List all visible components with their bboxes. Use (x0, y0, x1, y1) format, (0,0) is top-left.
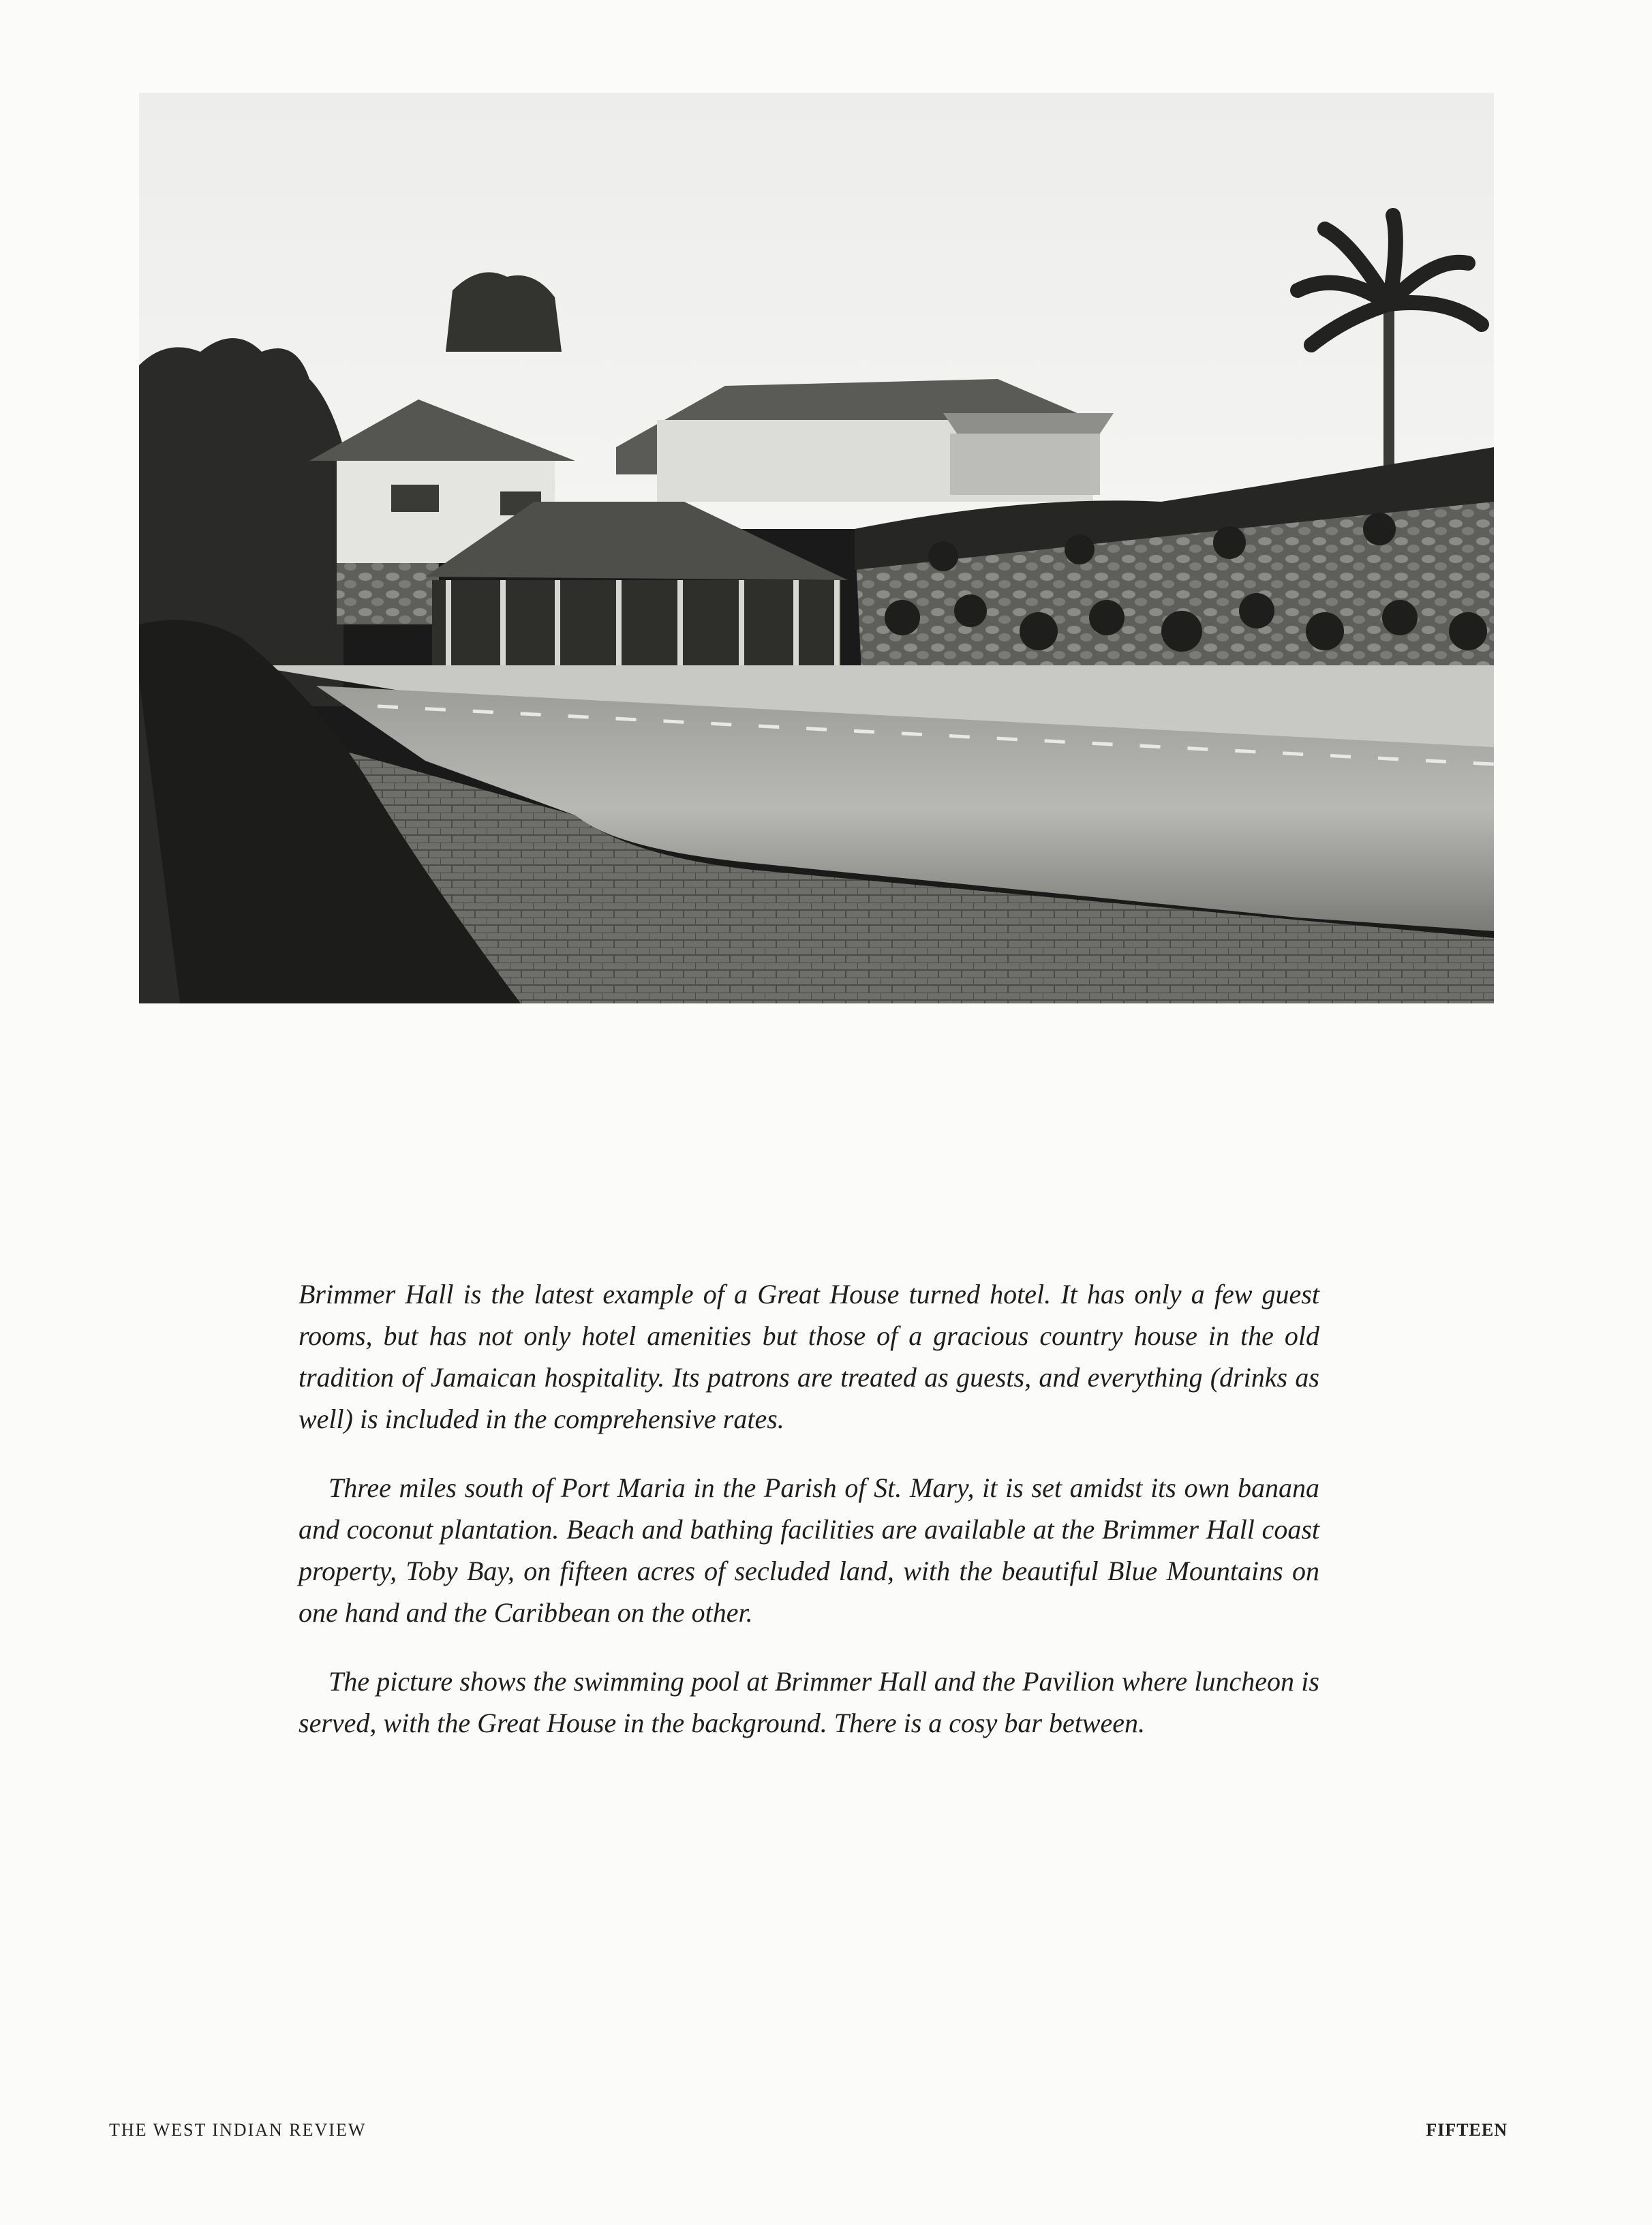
publication-name: THE WEST INDIAN REVIEW (109, 2120, 367, 2140)
paragraph-3: The picture shows the swimming pool at Brimmer Hall and the Pavilion where luncheon is served, with the Great House in the background. There is a cosy bar between. (299, 1666, 1319, 1738)
paragraph-2: Three miles south of Port Maria in the Parish of St. Mary, it is set amidst its own banana and coconut plantation. Beach and bathing facilities are available at the Brimmer Hall coast property, Toby Bay, on fifteen acres of secluded land, with the beautiful Blue Mountains on one hand and the Caribbean on the other. (299, 1472, 1319, 1628)
brimmer-hall-pool-scene (139, 93, 1494, 1003)
article-body (299, 1273, 1319, 1771)
paragraph-1: Brimmer Hall is the latest example of a Great House turned hotel. It has only a few guest rooms, but has not only hotel amenities but those of a gracious country house in the old tradition of Jamaican hospitality. Its patrons are treated as guests, and everything (drinks as well) is included in the comprehensive rates. (299, 1279, 1319, 1434)
hotel-photograph (139, 93, 1494, 1003)
page-number: FIFTEEN (1426, 2120, 1508, 2140)
